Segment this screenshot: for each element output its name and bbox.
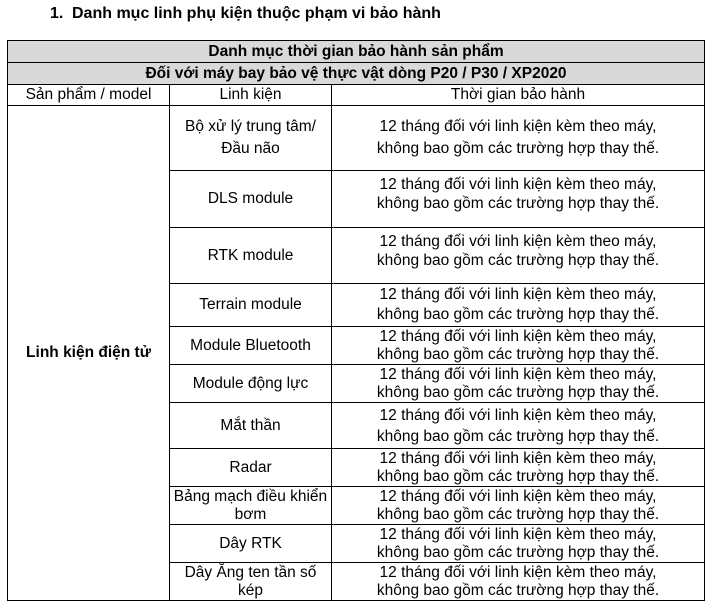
warranty-cell: 12 tháng đối với linh kiện kèm theo máy, không bao gồm các trường hợp thay thế. xyxy=(332,403,705,449)
warranty-cell: 12 tháng đối với linh kiện kèm theo máy, không bao gồm các trường hợp thay thế. xyxy=(332,487,705,525)
warranty-cell: 12 tháng đối với linh kiện kèm theo máy, không bao gồm các trường hợp thay thế. xyxy=(332,171,705,228)
component-cell: Module Bluetooth xyxy=(170,327,332,365)
table-row xyxy=(8,106,705,171)
section-title: Danh mục linh phụ kiện thuộc phạm vi bảo hành xyxy=(72,5,441,22)
component-cell: RTK module xyxy=(170,228,332,284)
warranty-cell: 12 tháng đối với linh kiện kèm theo máy, không bao gồm các trường hợp thay thế. xyxy=(332,525,705,563)
component-cell: Mắt thần xyxy=(170,403,332,449)
component-cell: Module động lực xyxy=(170,365,332,403)
component-cell: Dây RTK xyxy=(170,525,332,563)
table-title: Danh mục thời gian bảo hành sản phẩm xyxy=(8,41,705,63)
warranty-cell: 12 tháng đối với linh kiện kèm theo máy, không bao gồm các trường hợp thay thế. xyxy=(332,106,705,171)
warranty-cell: 12 tháng đối với linh kiện kèm theo máy, không bao gồm các trường hợp thay thế. xyxy=(332,365,705,403)
table-header-row xyxy=(8,85,705,106)
component-cell: Terrain module xyxy=(170,284,332,327)
table-subtitle: Đối với máy bay bảo vệ thực vật dòng P20 / P30 / XP2020 xyxy=(8,63,705,85)
section-number: 1. xyxy=(50,5,64,22)
warranty-cell: 12 tháng đối với linh kiện kèm theo máy, không bao gồm các trường hợp thay thế. xyxy=(332,327,705,365)
warranty-cell: 12 tháng đối với linh kiện kèm theo máy, không bao gồm các trường hợp thay thế. xyxy=(332,284,705,327)
header-component: Linh kiện xyxy=(170,85,332,106)
component-cell: Radar xyxy=(170,449,332,487)
warranty-cell: 12 tháng đối với linh kiện kèm theo máy, không bao gồm các trường hợp thay thế. xyxy=(332,563,705,601)
component-cell: DLS module xyxy=(170,171,332,228)
table-subtitle-row xyxy=(8,63,705,85)
table-title-row xyxy=(8,41,705,63)
warranty-table xyxy=(7,40,705,601)
header-warranty: Thời gian bảo hành xyxy=(332,85,705,106)
component-cell: Dây Ăng ten tần số kép xyxy=(170,563,332,601)
product-cell: Linh kiện điện tử xyxy=(8,106,170,601)
warranty-cell: 12 tháng đối với linh kiện kèm theo máy, không bao gồm các trường hợp thay thế. xyxy=(332,449,705,487)
header-product: Sản phẩm / model xyxy=(8,85,170,106)
component-cell: Bảng mạch điều khiển bơm xyxy=(170,487,332,525)
component-cell: Bộ xử lý trung tâm/ Đầu não xyxy=(170,106,332,171)
section-heading xyxy=(50,5,441,23)
warranty-cell: 12 tháng đối với linh kiện kèm theo máy, không bao gồm các trường hợp thay thế. xyxy=(332,228,705,284)
